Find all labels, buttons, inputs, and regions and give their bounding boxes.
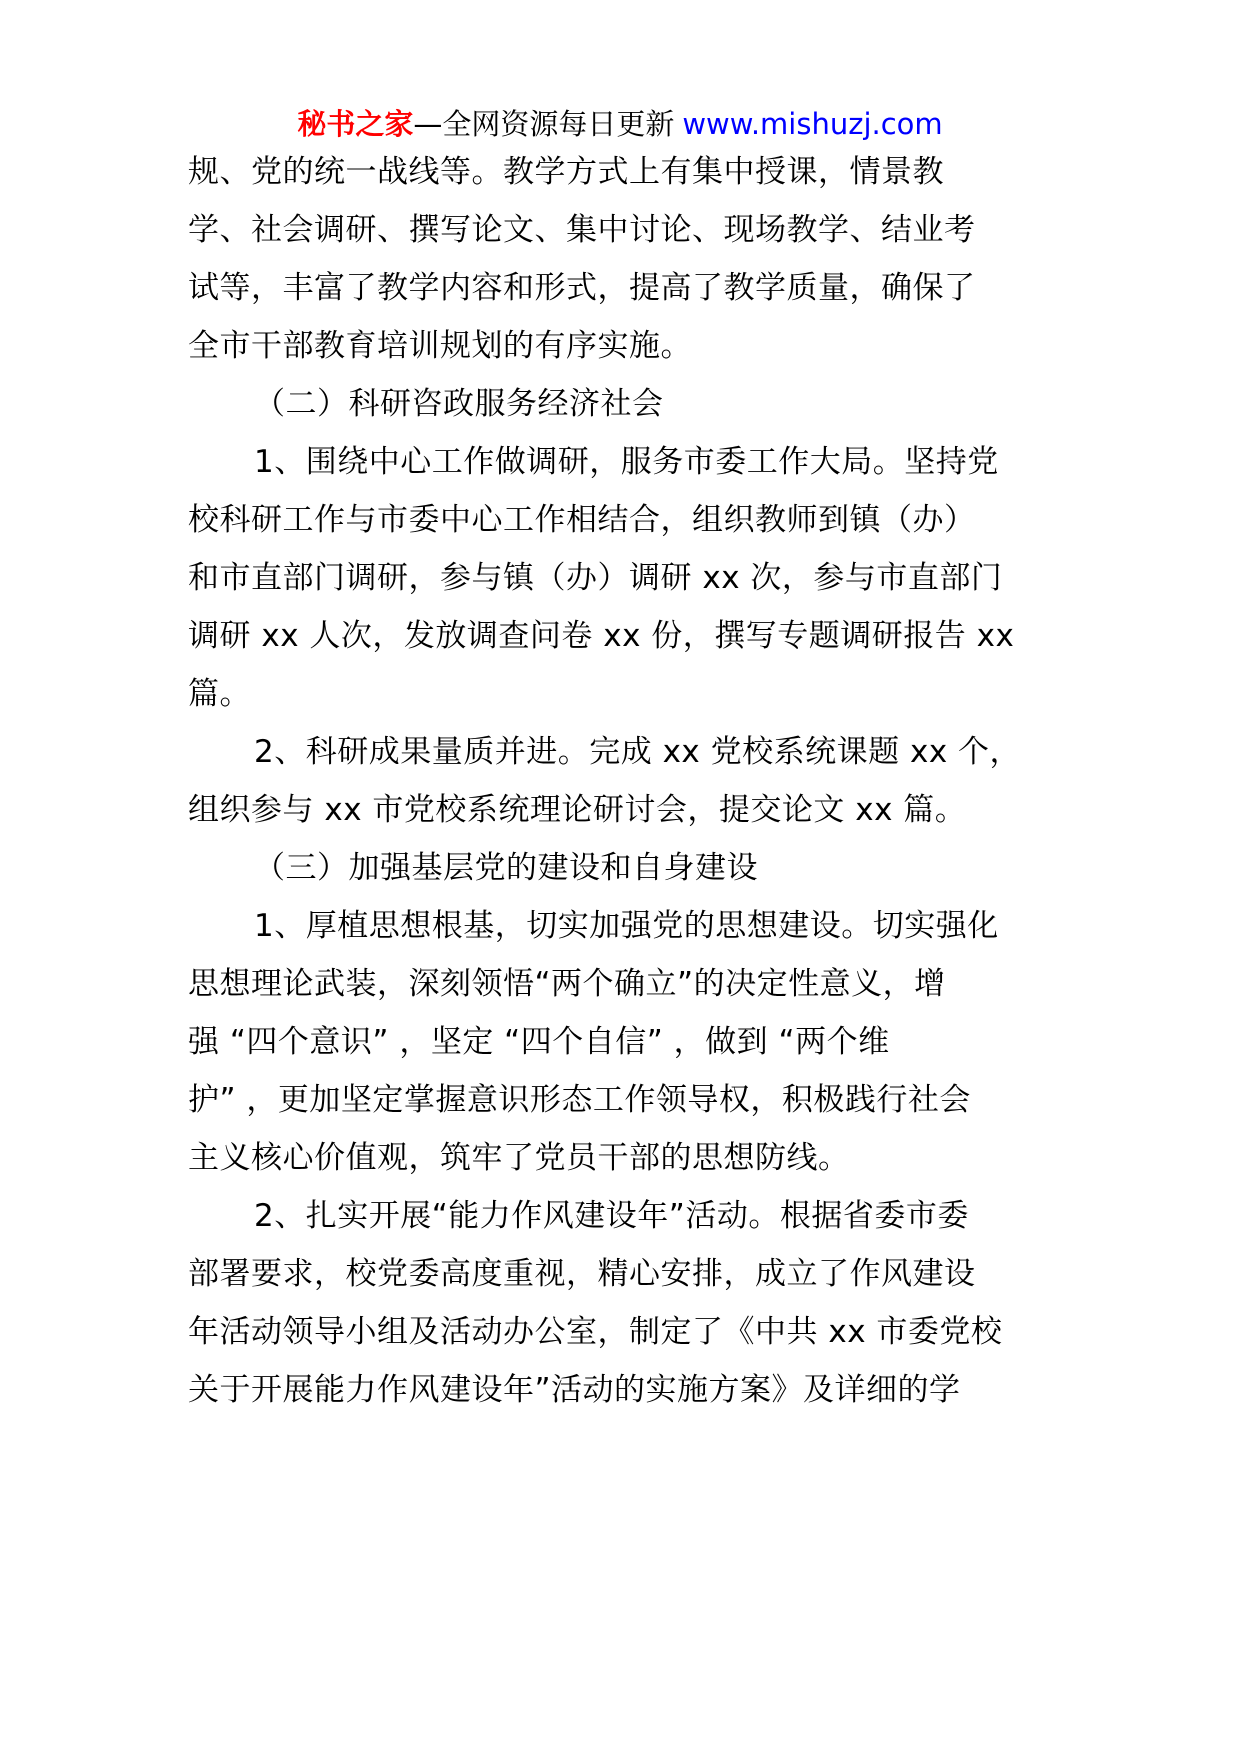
text-line: 2、扎实开展“能力作风建设年”活动。根据省委市委 [254, 1198, 969, 1234]
text-line: 护” ，更加坚定掌握意识形态工作领导权，积极践行社会 [188, 1082, 971, 1118]
text-line: 部署要求，校党委高度重视，精心安排，成立了作风建设 [188, 1256, 976, 1292]
text-line: 篇。 [188, 676, 251, 712]
text-line: 关于开展能力作风建设年”活动的实施方案》及详细的学 [188, 1372, 961, 1408]
section-heading: （三）加强基层党的建设和自身建设 [254, 850, 758, 886]
text-line: 试等，丰富了教学内容和形式，提高了教学质量，确保了 [188, 270, 976, 306]
text-line: 1、厚植思想根基，切实加强党的思想建设。切实强化 [254, 908, 999, 944]
text-line: 校科研工作与市委中心工作相结合，组织教师到镇（办） [188, 502, 976, 538]
text-line: 规、党的统一战线等。教学方式上有集中授课，情景教 [188, 154, 944, 190]
text-line: 学、社会调研、撰写论文、集中讨论、现场教学、结业考 [188, 212, 976, 248]
text-line: 主义核心价值观，筑牢了党员干部的思想防线。 [188, 1140, 850, 1176]
text-line: 1、围绕中心工作做调研，服务市委工作大局。坚持党 [254, 444, 999, 480]
site-url-link[interactable]: www.mishuzj.com [682, 107, 943, 141]
text-line: 2、科研成果量质并进。完成 xx 党校系统课题 xx 个， [254, 734, 1022, 770]
brand-name: 秘书之家 [297, 107, 414, 141]
page-header [0, 104, 1240, 144]
text-line: 和市直部门调研，参与镇（办）调研 xx 次，参与市直部门 [188, 560, 1003, 596]
text-line: 调研 xx 人次，发放调查问卷 xx 份，撰写专题调研报告 xx [188, 618, 1015, 654]
text-line: 强 “四个意识” ，坚定 “四个自信” ，做到 “两个维 [188, 1024, 890, 1060]
section-heading: （二）科研咨政服务经济社会 [254, 386, 664, 422]
text-line: 组织参与 xx 市党校系统理论研讨会，提交论文 xx 篇。 [188, 792, 967, 828]
text-line: 年活动领导小组及活动办公室，制定了《中共 xx 市委党校 [188, 1314, 1003, 1350]
text-line: 全市干部教育培训规划的有序实施。 [188, 328, 692, 364]
header-tagline: —全网资源每日更新 [413, 107, 675, 141]
text-line: 思想理论武装，深刻领悟“两个确立”的决定性意义，增 [188, 966, 946, 1002]
